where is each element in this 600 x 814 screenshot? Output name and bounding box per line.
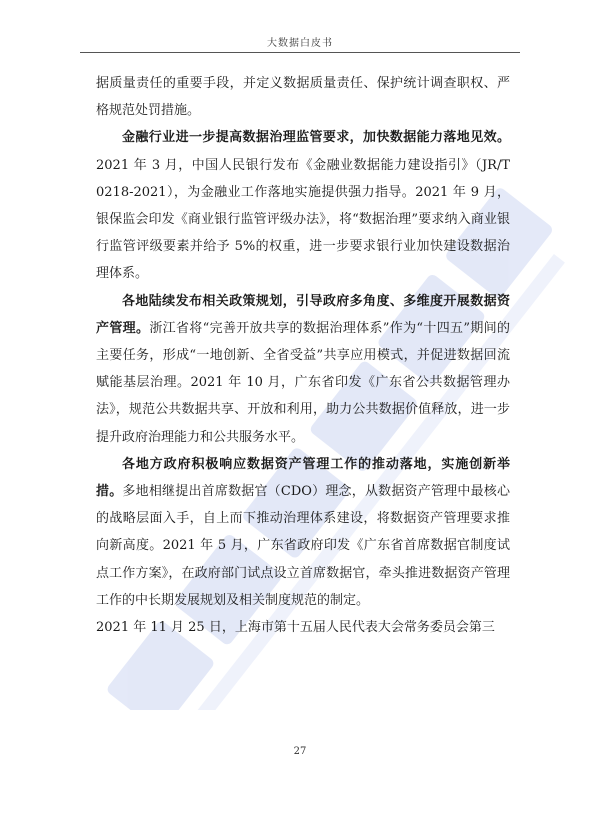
paragraph-lead: 各地陆续发布相关政策规划，引导政府多角度、多维度开展数据资产管理。 [96, 293, 510, 336]
paragraph [96, 451, 510, 614]
page-body [96, 70, 510, 641]
paragraph-text: 2021 年 11 月 25 日，上海市第十五届人民代表大会常务委员会第三 [96, 620, 495, 636]
paragraph-lead: 各地方政府积极响应数据资产管理工作的推动落地，实施创新举措。 [96, 456, 510, 500]
paragraph [96, 124, 510, 287]
paragraph [96, 614, 510, 641]
running-header: 大数据白皮书 [267, 38, 333, 49]
paragraph-lead: 金融行业进一步提高数据治理监管要求，加快数据能力落地见效。 [122, 130, 510, 146]
paragraph-text: 浙江省将“完善开放共享的数据治理体系”作为“十四五”期间的主要任务，形成“一地创新、全省受益”共享应用模式，并促进数据回流赋能基层治理。2021 年 10 月，广东省印发《广东省公共数据管理办法》，规范公共数据共享、开放和利用，助力公共数据价值释放，进一步提升政府治理能力和公共服务水平。 [96, 320, 510, 445]
header-rule [80, 52, 520, 53]
paragraph-text: 据质量责任的重要手段，并定义数据质量责任、保护统计调查职权、严格规范处罚措施。 [96, 76, 510, 119]
page-number: 27 [293, 746, 307, 757]
paragraph-text: 2021 年 3 月，中国人民银行发布《金融业数据能力建设指引》（JR/T 0218-2021），为金融业工作落地实施提供强力指导。2021 年 9 月，银保监会印发《商业银行监管评级办法》，将“数据治理”要求纳入商业银行监管评级要素并给予 5%的权重，进一步要求银行业加快建设数据治理体系。 [96, 157, 510, 282]
paragraph [96, 288, 510, 451]
paragraph [96, 70, 510, 124]
paragraph-text: 多地相继提出首席数据官（CDO）理念，从数据资产管理中最核心的战略层面入手，自上而下推动治理体系建设，将数据资产管理要求推向新高度。2021 年 5 月，广东省政府印发《广东省首席数据官制度试点工作方案》，在政府部门试点设立首席数据官，牵头推进数据资产管理工作的中长期发展规划及相关制度规范的制定。 [96, 484, 510, 608]
